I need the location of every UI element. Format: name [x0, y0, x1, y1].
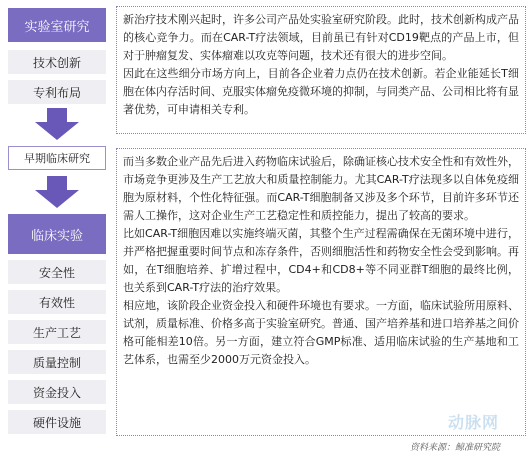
text-block-clinical-stage — [116, 148, 526, 436]
item-production-process: 生产工艺 — [8, 320, 106, 344]
item-efficacy: 有效性 — [8, 290, 106, 314]
stage-lab-research: 实验室研究 — [8, 8, 106, 42]
item-tech-innovation: 技术创新 — [8, 50, 106, 74]
watermark: 动脉网 — [448, 413, 500, 432]
paragraph: 相应地，该阶段企业资金投入和硬件环境也有要求。一方面，临床试验所用原料、试剂，质量标准、价格多高于实验室研究。普通、国产培养基和进口培养基之间价格可能相差10倍。另一方面，建立符合GMP标准、适用临床试验的生产基地和工艺体系，也需至少2000万元资金投入。 — [123, 299, 519, 366]
source-note: 资料来源：鲸准研究院 — [410, 443, 501, 453]
stage-clinical-trial: 临床实验 — [8, 214, 106, 254]
paragraph: 新治疗技术刚兴起时，许多公司产品处实验室研究阶段。此时，技术创新构成产品的核心竞争力。而在CAR-T疗法领域，目前虽已有针对CD19靶点的产品上市，但对于肿瘤复发、实体瘤难以攻克等问题，技术还有很大的进步空间。 — [123, 13, 519, 62]
stage-early-clinical: 早期临床研究 — [8, 146, 106, 170]
item-safety: 安全性 — [8, 260, 106, 284]
arrow-down-icon — [35, 122, 79, 140]
item-patent-layout: 专利布局 — [8, 80, 106, 104]
paragraph: 因此在这些细分市场方向上，目前各企业着力点仍在技术创新。若企业能延长T细胞在体内存活时间、克服实体瘤免疫微环境的抑制，与同类产品、公司相比将有显著优势，可申请相关专利。 — [123, 67, 519, 116]
arrow-stem-1 — [47, 108, 67, 122]
arrow-stem-2 — [47, 176, 67, 190]
text-block-lab-stage — [116, 6, 526, 134]
arrow-down-icon — [35, 190, 79, 208]
item-capital-investment: 资金投入 — [8, 380, 106, 404]
paragraph: 比如CAR-T细胞因难以实施终端灭菌，其整个生产过程需确保在无菌环境中进行，并严格把握重要时间节点和冻存条件，否则细胞活性和药物安全性会受到影响。再如，在T细胞培养、扩增过程中，CD4+和CD8+等不同亚群T细胞的最终比例，也关系到CAR-T疗法的治疗效果。 — [123, 227, 519, 294]
item-quality-control: 质量控制 — [8, 350, 106, 374]
item-hardware-facilities: 硬件设施 — [8, 410, 106, 434]
paragraph: 而当多数企业产品先后进入药物临床试验后，除确证核心技术安全性和有效性外，市场竞争更涉及生产工艺放大和质量控制能力。尤其CAR-T疗法现多以自体免疫细胞为原材料，个性化特征强。而CAR-T细胞制备又涉及多个环节，目前许多环节还需人工操作，这对企业生产工艺稳定性和质控能力，提出了较高的要求。 — [123, 155, 519, 222]
